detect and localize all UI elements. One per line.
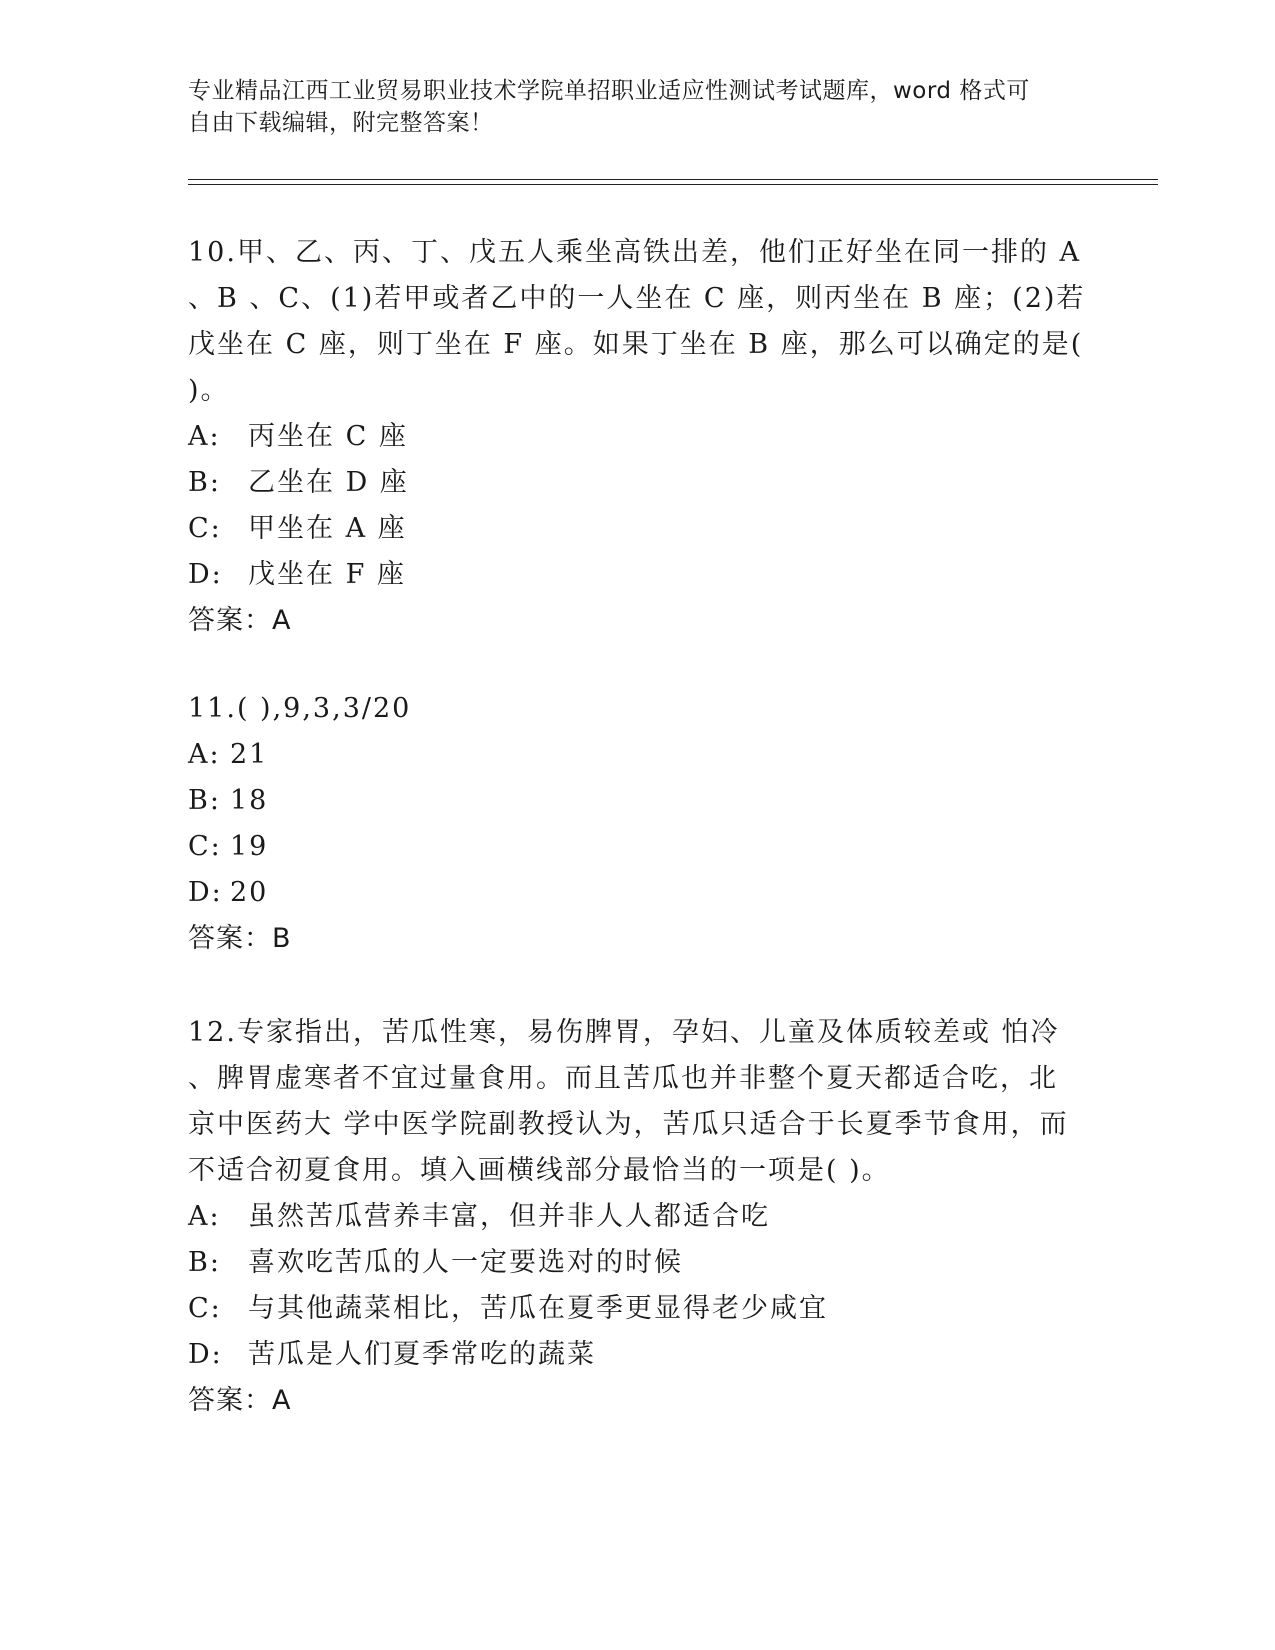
- question-stem-line: 12.专家指出，苦瓜性寒，易伤脾胃，孕妇、儿童及体质较差或 怕冷: [188, 1017, 1060, 1048]
- option-text: 虽然苦瓜营养丰富，但并非人人都适合吃: [248, 1201, 770, 1232]
- option-d: [188, 1332, 1078, 1378]
- question-stem-line: 10.甲、乙、丙、丁、戊五人乘坐高铁出差，他们正好坐在同一排的 A: [188, 237, 1082, 268]
- option-a: [188, 732, 1078, 778]
- question-stem-line: )。: [188, 375, 230, 406]
- option-b: [188, 460, 1078, 506]
- option-b: [188, 778, 1078, 824]
- option-label: B:: [188, 467, 221, 498]
- answer-line: 答案：A: [188, 1385, 292, 1416]
- question-stem-line: 11.( ),9,3,3/20: [188, 693, 412, 724]
- option-a: [188, 414, 1078, 460]
- option-label: C:: [188, 831, 222, 862]
- option-text: 18: [230, 785, 269, 816]
- option-label: A:: [188, 739, 221, 770]
- question-stem-line: 戊坐在 C 座，则丁坐在 F 座。如果丁坐在 B 座，那么可以确定的是(: [188, 329, 1084, 360]
- option-c: [188, 824, 1078, 870]
- question-stem-line: 、B 、C、(1)若甲或者乙中的一人坐在 C 座，则丙坐在 B 座；(2)若: [188, 283, 1086, 314]
- option-text: 乙坐在 D 座: [248, 467, 409, 498]
- option-text: 与其他蔬菜相比，苦瓜在夏季更显得老少咸宜: [248, 1293, 828, 1324]
- header-line-2: 自由下载编辑，附完整答案！: [188, 110, 494, 136]
- option-label: D:: [188, 559, 223, 590]
- header-divider-bottom: [188, 184, 1158, 185]
- question-stem-line: 不适合初夏食用。填入画横线部分最恰当的一项是( )。: [188, 1155, 891, 1186]
- option-label: C:: [188, 1293, 222, 1324]
- document-header: [188, 75, 1068, 139]
- answer-line: 答案：B: [188, 923, 292, 954]
- header-line-1: 专业精品江西工业贸易职业技术学院单招职业适应性测试考试题库，word 格式可: [188, 78, 1030, 104]
- option-label: D:: [188, 1339, 223, 1370]
- option-text: 19: [230, 831, 269, 862]
- option-text: 甲坐在 A 座: [248, 513, 407, 544]
- option-text: 苦瓜是人们夏季常吃的蔬菜: [248, 1339, 596, 1370]
- option-d: [188, 870, 1078, 916]
- option-b: [188, 1240, 1078, 1286]
- option-text: 21: [230, 739, 269, 770]
- option-label: D:: [188, 877, 223, 908]
- option-label: B:: [188, 785, 221, 816]
- option-label: A:: [188, 421, 221, 452]
- question-stem-line: 、脾胃虚寒者不宜过量食用。而且苦瓜也并非整个夏天都适合吃，北: [188, 1063, 1058, 1094]
- option-c: [188, 506, 1078, 552]
- option-c: [188, 1286, 1078, 1332]
- question-stem-line: 京中医药大 学中医学院副教授认为，苦瓜只适合于长夏季节食用，而: [188, 1109, 1069, 1140]
- option-text: 喜欢吃苦瓜的人一定要选对的时候: [248, 1247, 683, 1278]
- question-10: [188, 230, 1086, 644]
- option-d: [188, 552, 1078, 598]
- option-label: A:: [188, 1201, 221, 1232]
- option-text: 戊坐在 F 座: [248, 559, 406, 590]
- answer-line: 答案：A: [188, 605, 292, 636]
- header-divider-top: [188, 179, 1158, 180]
- question-11: [188, 686, 1078, 962]
- option-a: [188, 1194, 1078, 1240]
- option-label: B:: [188, 1247, 221, 1278]
- option-text: 丙坐在 C 座: [248, 421, 408, 452]
- question-12: [188, 1010, 1078, 1424]
- option-label: C:: [188, 513, 222, 544]
- option-text: 20: [230, 877, 269, 908]
